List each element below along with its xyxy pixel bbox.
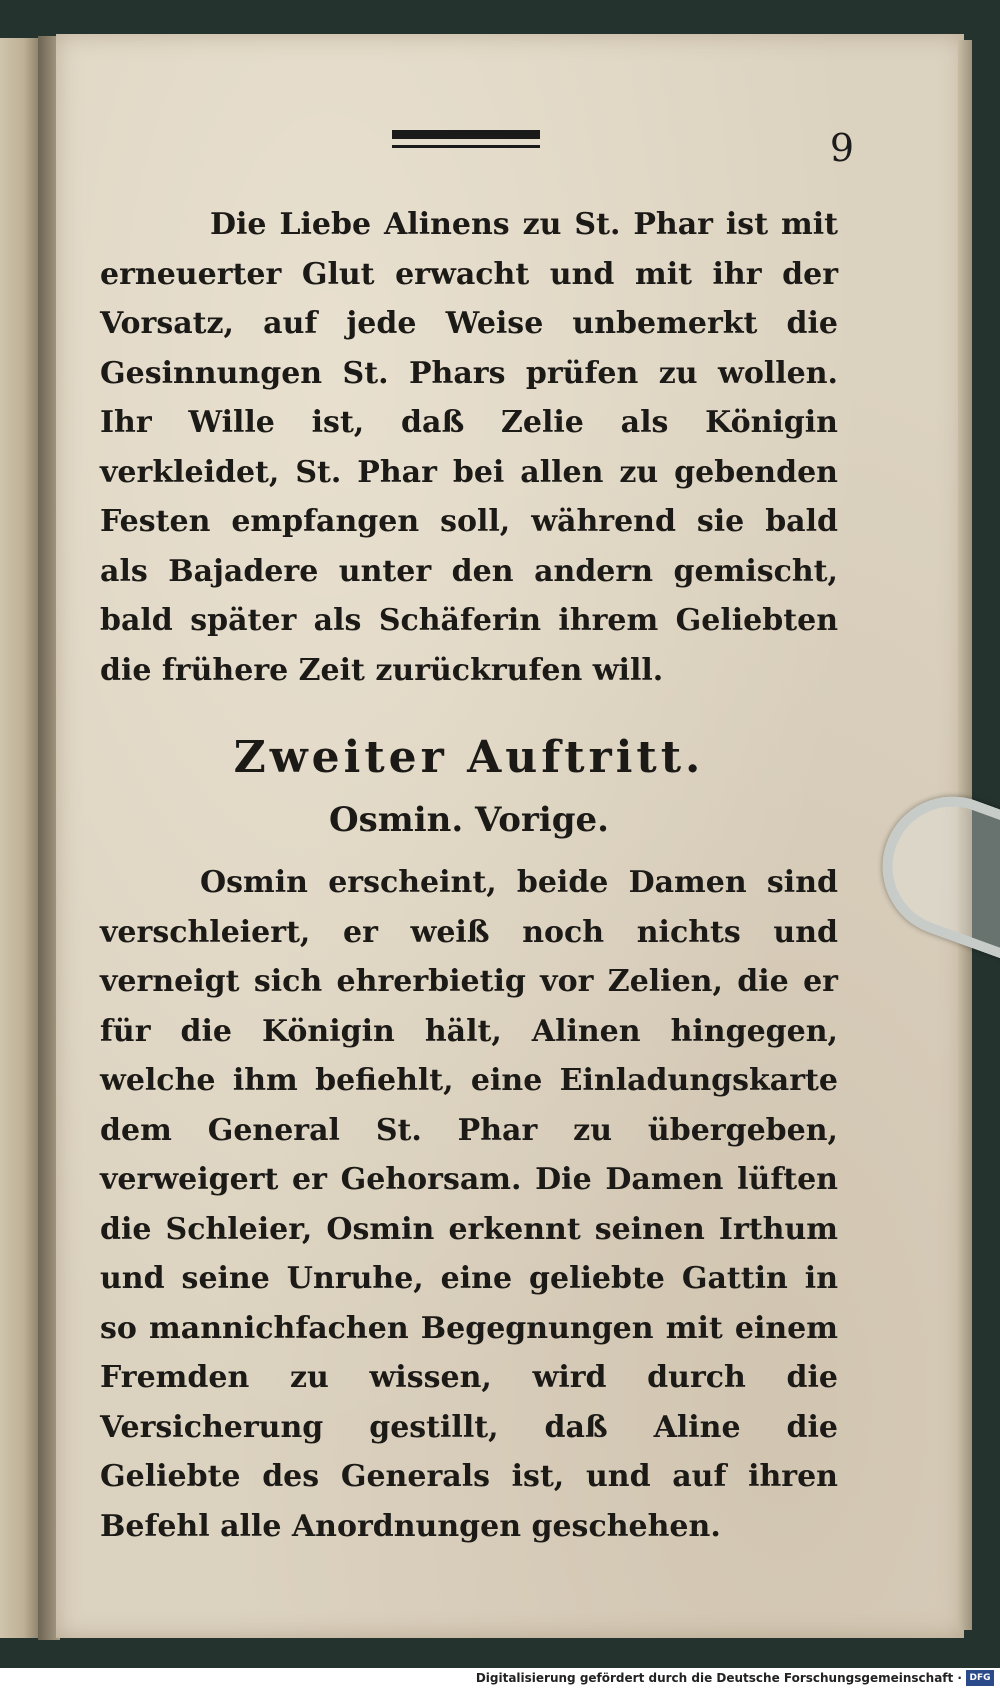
header-rule-thick	[392, 130, 540, 139]
paragraph-1: Die Liebe Alinens zu St. Phar ist mit erneuerter Glut erwacht und mit ihr der Vorsatz, auf jede Weise unbemerkt die Gesinnungen St. Phars prüfen zu wollen. Ihr Wille ist, daß Zelie als Königin verkleidet, St. Phar bei allen zu gebenden Festen empfangen soll, während sie bald als Bajadere unter den andern gemischt, bald später als Schäferin ihrem Geliebten die frühere Zeit zurückrufen will.	[100, 207, 838, 688]
scene-heading: Zweiter Auftritt.	[233, 732, 705, 783]
page-number: 9	[829, 126, 855, 170]
dfg-logo: DFG	[966, 1670, 994, 1686]
previous-page-edge	[0, 38, 40, 1638]
scene-characters: Osmin. Vorige.	[328, 800, 610, 840]
paragraph-2: Osmin erscheint, beide Damen sind verschleiert, er weiß noch nichts und verneigt sich ehrerbietig vor Zelien, die er für die Königin hält, Alinen hingegen, welche ihm befiehlt, eine Einladungskarte dem General St. Phar zu übergeben, verweigert er Gehorsam. Die Damen lüften die Schleier, Osmin erkennt seinen Irthum und seine Unruhe, eine geliebte Gattin in so mannichfachen Begegnungen mit einem Fremden zu wissen, wird durch die Versicherung gestillt, daß Aline die Geliebte des Generals ist, und auf ihren Befehl alle Anordnungen geschehen.	[100, 865, 838, 1544]
footer-credit: Digitalisierung gefördert durch die Deutsche Forschungsgemeinschaft ·	[475, 1671, 962, 1685]
header-rule-thin	[392, 145, 540, 148]
